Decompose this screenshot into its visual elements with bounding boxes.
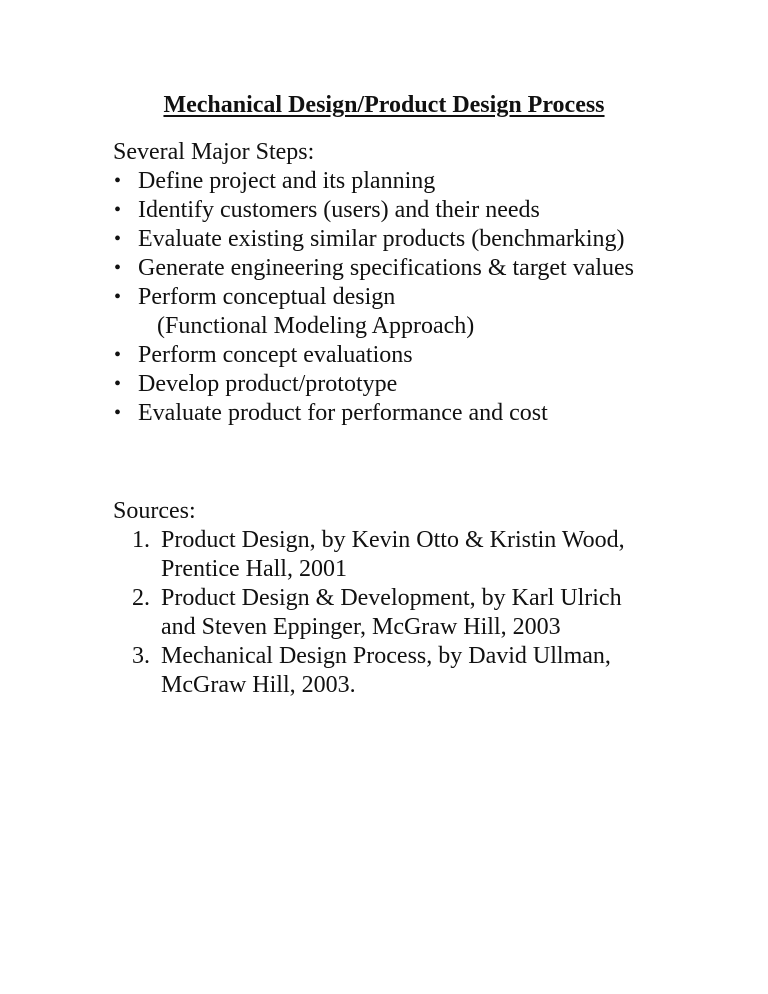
sources-list — [113, 526, 625, 700]
bullet-icon: • — [114, 257, 122, 279]
list-item — [113, 167, 634, 196]
list-item — [113, 370, 634, 399]
step-text: Perform conceptual design — [138, 284, 396, 310]
step-text: Develop product/prototype — [138, 371, 398, 397]
list-item — [113, 254, 634, 283]
list-item — [113, 399, 634, 428]
step-text: Perform concept evaluations — [138, 342, 413, 368]
step-text: Generate engineering specifications & target values — [138, 255, 635, 281]
source-line: Prentice Hall, 2001 — [161, 556, 347, 582]
bullet-icon: • — [114, 228, 122, 250]
step-text: Evaluate product for performance and cost — [138, 400, 548, 426]
source-number: 1. — [132, 527, 150, 553]
step-text: Identify customers (users) and their needs — [138, 197, 540, 223]
list-item — [113, 341, 634, 370]
page-title: Mechanical Design/Product Design Process — [163, 92, 605, 118]
bullet-icon: • — [114, 170, 122, 192]
bullet-icon: • — [114, 199, 122, 221]
sources-section — [113, 497, 625, 700]
steps-section — [113, 138, 634, 428]
list-item — [113, 225, 634, 254]
source-number: 2. — [132, 585, 150, 611]
source-line: Product Design, by Kevin Otto & Kristin Wood, — [161, 527, 625, 553]
bullet-icon: • — [114, 373, 122, 395]
steps-heading: Several Major Steps: — [113, 139, 315, 165]
list-item — [113, 283, 634, 341]
source-line: and Steven Eppinger, McGraw Hill, 2003 — [161, 614, 561, 640]
step-text: Evaluate existing similar products (benchmarking) — [138, 226, 625, 252]
bullet-icon: • — [114, 402, 122, 424]
step-text: Define project and its planning — [138, 168, 436, 194]
source-line: McGraw Hill, 2003. — [161, 672, 356, 698]
source-line: Mechanical Design Process, by David Ullman, — [161, 643, 611, 669]
step-subtext: (Functional Modeling Approach) — [157, 313, 475, 339]
bullet-icon: • — [114, 286, 122, 308]
bullet-icon: • — [114, 344, 122, 366]
source-item — [113, 642, 625, 700]
source-line: Product Design & Development, by Karl Ulrich — [161, 585, 622, 611]
source-number: 3. — [132, 643, 150, 669]
sources-heading: Sources: — [113, 498, 196, 524]
source-item — [113, 526, 625, 584]
steps-list — [113, 167, 634, 428]
source-item — [113, 584, 625, 642]
list-item — [113, 196, 634, 225]
